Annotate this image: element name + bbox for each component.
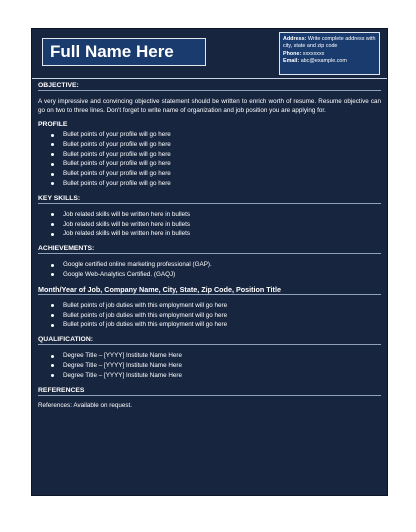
references-title: REFERENCES	[38, 386, 85, 394]
email-value: abc@example.com	[300, 57, 347, 64]
list-item: Bullet points of job duties with this employment will go here	[38, 320, 381, 330]
section-divider	[38, 294, 381, 295]
email-line	[283, 58, 376, 65]
list-item: Bullet points of your profile will go here	[38, 140, 381, 150]
resume-page	[31, 28, 388, 496]
list-item: Degree Title – [YYYY] Institute Name Here	[38, 361, 381, 371]
section-divider	[38, 253, 381, 254]
address-line	[283, 36, 376, 51]
qualification-title: QUALIFICATION:	[38, 336, 93, 344]
skills-title: KEY SKILLS:	[38, 194, 81, 202]
list-item: Bullet points of your profile will go here	[38, 150, 381, 160]
contact-info-box	[279, 32, 380, 75]
job-duties-list	[38, 301, 381, 330]
qualification-list	[38, 351, 381, 380]
resume-body	[38, 81, 381, 409]
section-divider	[38, 203, 381, 204]
full-name-box: Full Name Here	[42, 38, 206, 66]
list-item: Job related skills will be written here in bullets	[38, 220, 381, 230]
list-item: Bullet points of your profile will go here	[38, 179, 381, 189]
objective-title: OBJECTIVE:	[38, 82, 79, 89]
section-divider	[38, 344, 381, 345]
achievements-list	[38, 260, 381, 280]
objective-text: A very impressive and convincing objective statement should be written to enrich worth of resume. Resume objective can go on two to three lines. Don't forget to write name of organization and job position you are applying for.	[38, 98, 381, 114]
profile-list	[38, 130, 381, 189]
phone-value: xxxxxxxx	[302, 50, 325, 57]
section-divider	[38, 90, 381, 91]
phone-label: Phone:	[283, 50, 302, 57]
address-value: Write complete address with city, state and zip code	[283, 36, 376, 50]
achievements-title: ACHIEVEMENTS:	[38, 245, 95, 253]
list-item: Job related skills will be written here in bullets	[38, 229, 381, 239]
list-item: Bullet points of your profile will go here	[38, 130, 381, 140]
list-item: Degree Title – [YYYY] Institute Name Here	[38, 371, 381, 381]
list-item: Job related skills will be written here in bullets	[38, 210, 381, 220]
references-text: References: Available on request.	[38, 401, 133, 409]
header-divider	[32, 78, 387, 79]
list-item: Google Web-Analytics Certified. (GAQJ)	[38, 270, 381, 280]
skills-list	[38, 210, 381, 239]
list-item: Bullet points of your profile will go here	[38, 159, 381, 169]
list-item: Bullet points of your profile will go here	[38, 169, 381, 179]
phone-line	[283, 51, 376, 58]
list-item: Degree Title – [YYYY] Institute Name Here	[38, 351, 381, 361]
email-label: Email:	[283, 57, 300, 64]
section-divider	[38, 395, 381, 396]
list-item: Bullet points of job duties with this employment will go here	[38, 311, 381, 321]
job-title: Month/Year of Job, Company Name, City, State, Zip Code, Position Title	[38, 284, 281, 294]
profile-title: PROFILE	[38, 121, 68, 128]
list-item: Bullet points of job duties with this employment will go here	[38, 301, 381, 311]
resume-header	[32, 29, 387, 78]
list-item: Google certified online marketing professional (GAP).	[38, 260, 381, 270]
address-label: Address:	[283, 36, 307, 42]
